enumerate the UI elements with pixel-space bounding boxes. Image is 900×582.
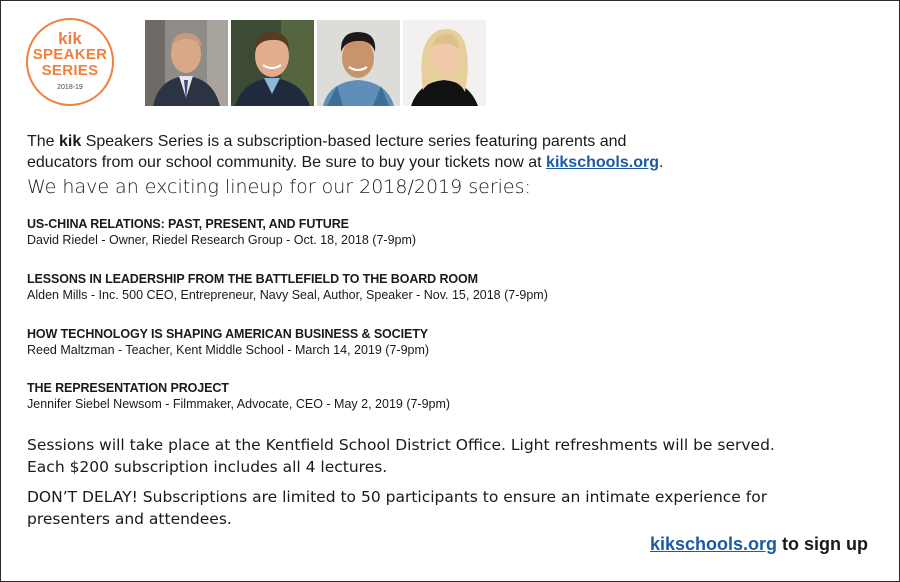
talk-title: US-CHINA RELATIONS: PAST, PRESENT, AND FUTURE [27, 217, 349, 231]
intro-text-3: educators from our school community. Be sure to buy your tickets now at [27, 154, 547, 171]
signup-suffix: to sign up [777, 534, 868, 554]
logo-line2: SERIES [41, 62, 99, 79]
intro-kik-brand: kik [59, 133, 82, 150]
talk-speaker: Reed Maltzman - Teacher, Kent Middle School - March 14, 2019 (7-9pm) [27, 343, 430, 357]
speaker-photo-1 [145, 20, 228, 106]
intro-text-4: . [658, 154, 664, 171]
kik-speaker-series-logo [26, 18, 114, 106]
speaker-photos [145, 20, 486, 106]
sessions-line-2: Each $200 subscription includes all 4 lectures. [27, 458, 388, 476]
talk-1 [27, 216, 867, 249]
talk-4 [27, 380, 867, 413]
talk-speaker: Jennifer Siebel Newsom - Filmmaker, Advocate, CEO - May 2, 2019 (7-9pm) [27, 397, 451, 411]
intro-kikschools-link[interactable]: kikschools.org [546, 154, 659, 171]
logo-year: 2018-19 [57, 84, 83, 91]
speaker-photo-4 [403, 20, 486, 106]
intro-paragraph [27, 131, 847, 173]
delay-line-2: presenters and attendees. [27, 510, 232, 528]
talk-title: LESSONS IN LEADERSHIP FROM THE BATTLEFIELD TO THE BOARD ROOM [27, 272, 478, 286]
delay-line-1: DON’T DELAY! Subscriptions are limited to 50 participants to ensure an intimate experience for [27, 488, 768, 506]
intro-text-1: The [27, 133, 60, 150]
sessions-info [27, 434, 867, 478]
talk-2 [27, 271, 867, 304]
signup-callout [650, 534, 868, 555]
talk-title: HOW TECHNOLOGY IS SHAPING AMERICAN BUSINESS & SOCIETY [27, 327, 428, 341]
sessions-line-1: Sessions will take place at the Kentfield School District Office. Light refreshments will be served. [27, 436, 775, 454]
lineup-heading: We have an exciting lineup for our 2018/2019 series: [27, 176, 531, 198]
logo-line1: SPEAKER [32, 46, 108, 63]
speaker-photo-2 [231, 20, 314, 106]
logo-brand: kik [58, 29, 82, 48]
talk-3 [27, 326, 867, 359]
talk-speaker: David Riedel - Owner, Riedel Research Group - Oct. 18, 2018 (7-9pm) [27, 233, 417, 247]
signup-kikschools-link[interactable]: kikschools.org [649, 534, 778, 554]
intro-text-2: Speakers Series is a subscription-based lecture series featuring parents and [81, 133, 627, 150]
dont-delay-notice [27, 486, 847, 530]
speaker-photo-3 [317, 20, 400, 106]
talk-speaker: Alden Mills - Inc. 500 CEO, Entrepreneur, Navy Seal, Author, Speaker - Nov. 15, 2018 (7-9pm) [27, 288, 548, 302]
talk-title: THE REPRESENTATION PROJECT [27, 381, 229, 395]
